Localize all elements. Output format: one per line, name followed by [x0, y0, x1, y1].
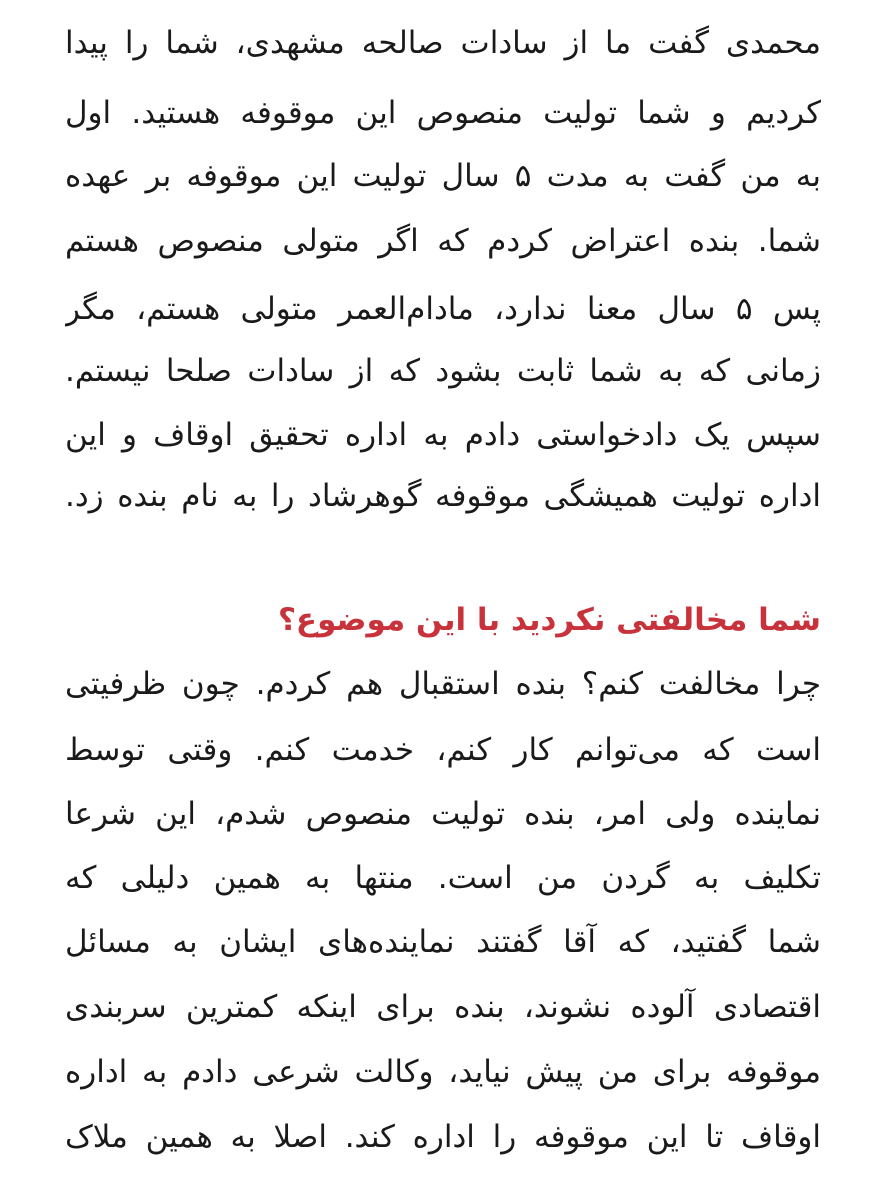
paragraph-2-line-3: نماینده ولی امر، بنده تولیت منصوص شدم، این شرعا — [65, 796, 821, 832]
paragraph-2-line-7: موقوفه برای من پیش نیاید، وکالت شرعی دادم به اداره — [65, 1054, 821, 1090]
paragraph-1-line-8: اداره تولیت همیشگی موقوفه گوهرشاد را به نام بنده زد. — [65, 478, 821, 514]
paragraph-2-line-4: تکلیف به گردن من است. منتها به همین دلیلی که — [65, 860, 821, 896]
paragraph-1-line-3: به من گفت به مدت ۵ سال تولیت این موقوفه بر عهده — [65, 158, 821, 194]
interview-question-heading: شما مخالفتی نکردید با این موضوع؟ — [277, 602, 821, 638]
paragraph-1-line-1: محمدی گفت ما از سادات صالحه مشهدی، شما را پیدا — [65, 25, 821, 61]
paragraph-2-line-2: است که می‌توانم کار کنم، خدمت کنم. وقتی توسط — [65, 732, 821, 768]
paragraph-2-line-6: اقتصادی آلوده نشوند، بنده برای اینکه کمترین سربندی — [65, 989, 821, 1025]
paragraph-2-line-1: چرا مخالفت کنم؟ بنده استقبال هم کردم. چون ظرفیتی — [65, 666, 821, 702]
paragraph-1-line-2: کردیم و شما تولیت منصوص این موقوفه هستید. اول — [65, 95, 821, 131]
paragraph-1-line-7: سپس یک دادخواستی دادم به اداره تحقیق اوقاف و این — [65, 417, 821, 453]
paragraph-1-line-6: زمانی که به شما ثابت بشود که از سادات صلحا نیستم. — [65, 353, 821, 389]
paragraph-2-line-8: اوقاف تا این موقوفه را اداره کند. اصلا به همین ملاک — [65, 1119, 821, 1155]
paragraph-2-line-5: شما گفتید، که آقا گفتند نماینده‌های ایشان به مسائل — [65, 924, 821, 960]
paragraph-1-line-5: پس ۵ سال معنا ندارد، مادام‌العمر متولی هستم، مگر — [65, 291, 821, 327]
paragraph-1-line-4: شما. بنده اعتراض کردم که اگر متولی منصوص هستم — [65, 223, 821, 259]
